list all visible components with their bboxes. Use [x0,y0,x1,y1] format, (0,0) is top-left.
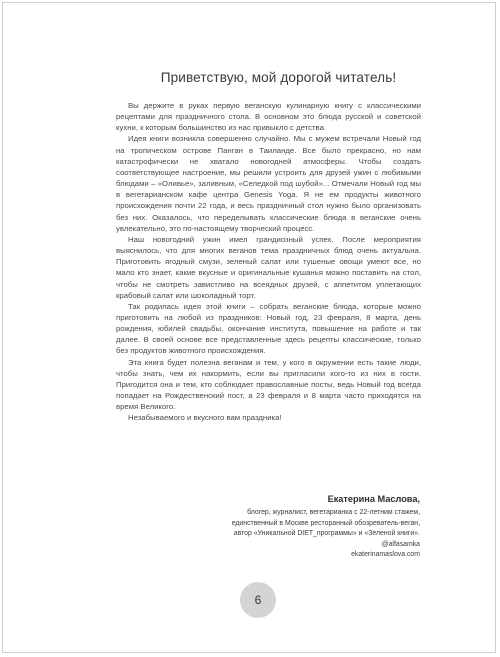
author-bio-line: единственный в Москве ресторанный обозреватель-веган, [231,519,420,527]
page-content [116,70,421,424]
author-signature [232,494,420,561]
author-name: Екатерина Маслова, [327,494,420,504]
paragraph: Незабываемого и вкусного вам праздника! [128,413,282,423]
author-handle: @alfasamka [381,540,420,548]
page-number-badge [240,582,276,618]
page-heading: Приветствую, мой дорогой читатель! [160,70,397,85]
body-text [116,100,421,424]
paragraph: Идея книги возникла совершенно случайно. Мы с мужем встречали Новый год на тропическом острове Панган в Таиланде. Все было прекрасно, но нам катастрофически не хватало новогодней атмосферы. Чтобы создать соответствующее настроение, мы решили устроить для друзей ужин с любимыми блюдами – «Оливье», заливным, «Селедкой под шубой»... Отмечали Новый год мы в вегетарианском кафе центра Genesis Yoga. Я не ем продукты животного происхождения почти 22 года, и весь праздничный стол нужно было организовать без них. Оказалось, что переделывать классические блюда в веганские очень увлекательно, это по-настоящему творческий процесс. [116,134,421,233]
author-website: ekaterinamaslova.com [351,551,420,558]
paragraph: Так родилась идея этой книги – собрать веганские блюда, которые можно приготовить на любой из праздников: Новый год, 23 февраля, 8 марта, день рождения, юбилей свадьбы, окончание института, повышение на работе и так далее. В своей основе все представленные здесь рецепты классические, только без продуктов животного происхождения. [116,301,421,356]
paragraph: Эта книга будет полезна веганам и тем, у кого в окружении есть такие люди, чтобы знать, чем их накормить, если вы пригласили кого-то из них в гости. Пригодится она и тем, кто соблюдает православные посты, ведь Новый год всегда попадает на Рождественский пост, а 23 февраля и 8 марта часто приходятся на время Великого. [116,357,421,412]
page-number: 6 [254,593,262,607]
paragraph: Наш новогодний ужин имел грандиозный успех. После мероприятия выяснилось, что для многих веганов тема праздничных блюд очень актуальна. Приготовить ягодный смузи, зеленый салат или тушеные овощи умеют все, но мало кто знает, какие вкусные и оригинальные кушанья можно поставить на стол, чтобы не смотреть завистливо на всеядных друзей, с аппетитом уплетающих крабовый салат или шоколадный торт. [116,234,421,300]
paragraph: Вы держите в руках первую веганскую кулинарную книгу с классическими рецептами для праздничного стола. В основном это блюда русской и советской кухни, к которым большинство из нас привыкло с детства. [116,101,421,133]
author-bio-line: блогер, журналист, вегетарианка с 22-летним стажем, [247,509,420,516]
author-bio-line: автор «Уникальной DIET_программы» и «Зеленой книги». [233,530,420,537]
